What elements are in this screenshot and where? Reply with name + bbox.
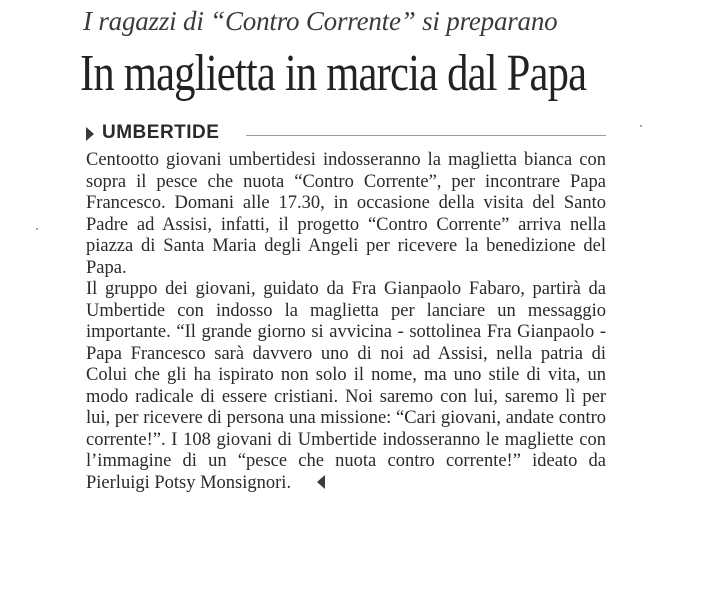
- end-of-article-icon: [317, 475, 325, 489]
- article-body: [86, 150, 606, 494]
- dateline-rule: [246, 135, 606, 136]
- paragraph-2-text: Il gruppo dei giovani, guidato da Fra Gianpaolo Fabaro, partirà da Umbertide con indosso la maglietta per lanciare un messaggio importante. “Il grande giorno si avvicina - sottolinea Fra Gianpaolo - Papa Francesco sarà davvero uno di noi ad Assisi, nella patria di Colui che gli ha ispirato non solo il nome, ma uno stile di vita, un modo radicale di essere cristiani. Noi saremo con lui, saremo lì per lui, per ricevere di persona una missione: “Cari giovani, andate contro corrente!”. I 108 giovani di Umbertide indosseranno le magliette con l’immagine di un “pesce che nuota contro corrente!” ideato da Pierluigi Potsy Monsignori.: [86, 279, 606, 493]
- print-speck: [640, 125, 642, 127]
- paragraph-2: [86, 279, 606, 494]
- dateline-row: [86, 122, 606, 148]
- print-speck: [36, 228, 38, 230]
- dateline-arrow-icon: [86, 127, 94, 141]
- article-headline: In maglietta in marcia dal Papa: [80, 45, 587, 102]
- paragraph-1-text: Centootto giovani umbertidesi indosseranno la maglietta bianca con sopra il pesce che nuota “Contro Corrente”, per incontrare Papa Francesco. Domani alle 17.30, in occasione della visita del Santo Padre ad Assisi, infatti, il progetto “Contro Corrente” arriva nella piazza di Santa Maria degli Angeli per ricevere la benedizione del Papa.: [86, 150, 606, 278]
- paragraph-1: [86, 150, 606, 279]
- article-kicker: I ragazzi di “Contro Corrente” si preparano: [83, 6, 558, 36]
- dateline: UMBERTIDE: [102, 122, 220, 143]
